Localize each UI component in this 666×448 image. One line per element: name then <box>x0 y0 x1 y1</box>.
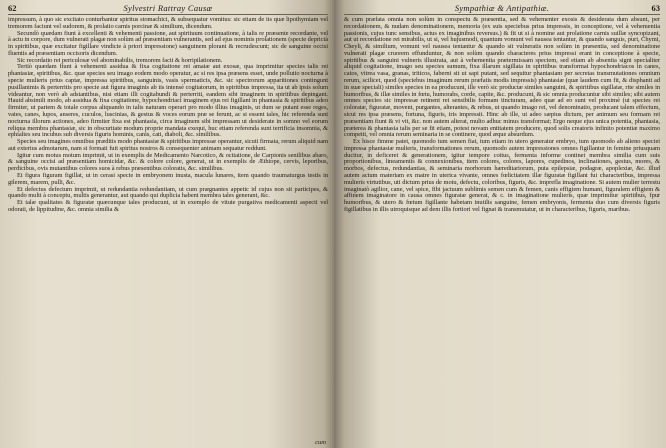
paragraph: Igitur cum motus motum imprimit, ut in exemplis de Medicamento Narcotico, & ocitatione, de Carpionis senilibus abaro, & sanguine occisi ad præsentiam homicidæ, &c. & colore colore, generat, ut in exemplis de Æthiope, cervis, leporibus, perdicibus, ovis mutantibus colores suos à rebus præsentibus coloratis, &c. similibus. <box>8 151 328 173</box>
right-running-title: Sympathiæ & Antipathiæ. <box>454 3 550 13</box>
right-page <box>334 0 666 448</box>
paragraph: Et defectus defectum imprimit, ut redundantia redundantiam, ut cum prægnantes appetic id cujus non sit participes, & quando multi à conceptu, multis generantur, aut quando qui duplicia habent membra tales generant, &c. <box>8 185 328 200</box>
left-running-head <box>8 3 328 15</box>
right-running-head <box>344 3 660 15</box>
left-page-number: 62 <box>8 3 17 13</box>
catchword: cum <box>315 439 326 446</box>
paragraph: Et figura figuram figillat, ut in cerasi specie in embryonem inusta, macula lunares, item quando traumaturgus testis in gilerem, marem, pulli, &c. <box>8 171 328 186</box>
paragraph: Sic recordatio rei periculosæ vel abominabilis, tremorem facit & horripilationem. <box>17 56 223 64</box>
paragraph: & cum præfata omnia non solùm in conspectu & præsentia, sed & vehementer exosis & desiderata dum absunt, per recordationem, & nudam denominationem, memoria (ex suis speciebus prius impressis, in conceptione, vel à vehementia passionis, cujus tunc sensibus, actus ex imaginibus reversus.) & fit ut si à nomine aut prolatione carnis suillæ syncopizant, aut ut recordatione rei mirabilis, ut si, vel hujusmodi, quantum vomunt vel nausea tentantur, & quando sanguis, puri, Chymi, Cheyli, & similium, vomunt vel nausea tentantur & quando sit vulneratis non solùm in præsentia, sed denominatione vulnerati plagæ cruorem effunduntur, & non solùm quando characteres prius impressi erant in conceptione à specie, spiritibus & sanguini vulneris illustrata, aut à vehementia prætermissam speciem, sed etiam ab absentia signi specialiter aliquid cogitatione, imago seu species sumum, fixa illarum sigillata in spiritibus transformat hypochondriacos in canes, catos, vitrea vasa, granas, triticos, faberni sit ut sapi putant, sed sequitur phantasiam per secretas transmutationes omnium rerum, scilicet, quod (speciebus imaginum rerum præfatis modis impressis) phantasiæ (quæ laudem cum fit, & disphanti ad in suæ speciali) similes species in ea producunt, ille verò sic productæ similes sanguini, & spiritibus sigillatæ, rite similes in humoribus, & illæ similes in fœtu, humorabs, corde, capite, &c. producunt, & sic omnia producuntur sibi similes; sibi autem omnes species sic impressæ retinent rei sensibilis formam tincturam, adeo quæ ad eo sunt vel proximè (ut species rei coloratæ, figuratæ, movent, purgantes, alterantes, & rebus, ut quando imago rei, vel denominatio, producant talem effectum, sicut res ipsa præsens, fortuna, figuris, iris impressit. Hinc ab ille, ut adeo sæpius dictum, per animum seu formam rei præsentiam fiunt & vi vit, &c. non autem alterat, multo adhuc minus transformat; Ergo neque ejus unica potentia, phantasia, præterea & phantasia talis per se fit etiam, potest novam entitatem producere, quod solis creatoris infinito potentiæ maximo competit, vel omnia rerum seminaria in se continere, quod æque absurdum. <box>344 16 660 139</box>
paragraph: Secundò quædam fiunt à excellenti & vehementi passione, aut spirituum continuatione, à talis re præsente recordante, vel à actu in corpore, dum vulnerati plagæ non solùm ad præsentiam vulnerantis, sed ad ejus nominis prolationem (specie deprictà in spiritibus, quæ excitatur figillare vindicte à priori impressione) sanguinem plorant & recrudescunt; sic de sanguine occisi fluentis ad præsentiam occisoris dicendum. <box>8 29 328 57</box>
paragraph: Ex hisce fimme patet, quomodo tum semen fiat, tum etiam in utero generatur embryo, tum quomodo ab alieno speciei impressa phantasiæ mulieris, transformationes rerum, quomodo autem impressiones omnes figillantur in femine priusquam ducitur, in deficeret & generationem, igitur tempore coitus, fermenta informe continet membra similia cum suis proportionibus, lineamentis & connexionibus, item colores, colores, lapores, cupedinos, inclinationes, gestus, mores, & morbos, defectus, redundantias, & seminaria morborum hæreditariorum, puta epilepsiæ, podagræ, apoplexiæ, &c. illud autem actum materiam ex matre in uterica vivante, omnes fœlicitatem illæ figuratæ figillant fui characteribus, impressa mulieris virtutibus, uti dictum prius de motu, defectu, coloribus, figuris, &c. imprefla imaginatione. Si autem mulier terrestu imaginatò agilior, cane, vel spice, fibi jactuum sublimis semen cum & femen, canis effigiem humani, figuralem effigiem & affinem imaginatore in causa omnes figuratæ generat, & c. in imaginatione mulieris, quæ imprimitur spiritibus, fpur humoribus, & utero & fœtum figillante habetam inutilis sanguine, femen embryonis, fermenta duo cum diversis figuris figillatibus in illis utroquisque ad dem illis fortiori vel fignat & transmutatur, ut in characteribus, figuris, maribus. <box>344 138 660 213</box>
paragraph: Et talæ qualitates & figuratæ quæcunque tales producunt, ut in exemplo de vitute purgativa medicamenti aspecti vel odorati, de lippitudine, &c. omnia similia & <box>8 199 328 213</box>
right-page-number: 63 <box>651 3 660 13</box>
left-running-title: Sylvestri Rattray Causæ <box>123 3 213 13</box>
paragraph: impressum, à quo sic excitato conturbantur spiritus stomachici, & subsequatur vomitus: sic etiam de iis quæ lipothymiam vel tremorem faciunt vel sudorem, & prolatio carnis porcinæ & similium, dicendum. <box>8 16 328 30</box>
left-page-text <box>8 17 328 214</box>
right-page-text <box>344 17 660 214</box>
paragraph: Tertiò quædam fiunt à vehementi assidua & fixa cogitatione rei amatæ aut exosæ, qua imprimitur species talis rei phantasiæ, spiritibus, &c. quæ species seu imago eodem modo operatur, ac si res ipsa præsens esset, unde pollutio nocturna à specie mulieris prius captæ, impressa spiritibus, sanguinis, vasis spermaticis, &c. sic spectrorum apparitiones contingunt pusillanimis & perterritis pro specie aut figura imaginis ab iis intensè cogitatorum, in spiritibus impressa, ita ut ab ipsis solum videantur, non verò ab adstantibus, nisi etiam illi cogitabundi & perterriti, eandem sibi imaginem in spiritibus depingant. Hauid absimili modo, ab assidua & fixa cogitatione, hypochondriaci imaginem ejus rei figillant in phantasia & spiritibus adeo firmiter, ut partem & totale corpus aliquando in talis naturam operari pro modo illius imaginis, ut dum se putant esse reges, vates, canes, lupos, anseres, cuculos, luscinias, & gestus & voces eorum præ se ferunt, ac si essent tales, hic referenda sunt nocturna illorum actiones, adeo firmiter fixa est phantasia, circa imaginem sibi impressam ut desiderate in somno vel eorum reliqua membra phantasiæ, sic in obscuritate modum proprie mandata exequi, huc etiam referenda sunt terrificia insomnia, & ephialtes seu incubus sub diversis figuris hominis, canis, cati, diaboli, &c. similibus. <box>8 63 328 139</box>
paragraph: Species seu imagines omnibus præditis modo phantasiæ & spiritibus impressæ operantur, sicuti firmata, rerum aliquid nam aut exterius admotarum, nam si formati fuit spiritus nostros & consequenter animam sequatur reddunt. <box>8 138 328 152</box>
